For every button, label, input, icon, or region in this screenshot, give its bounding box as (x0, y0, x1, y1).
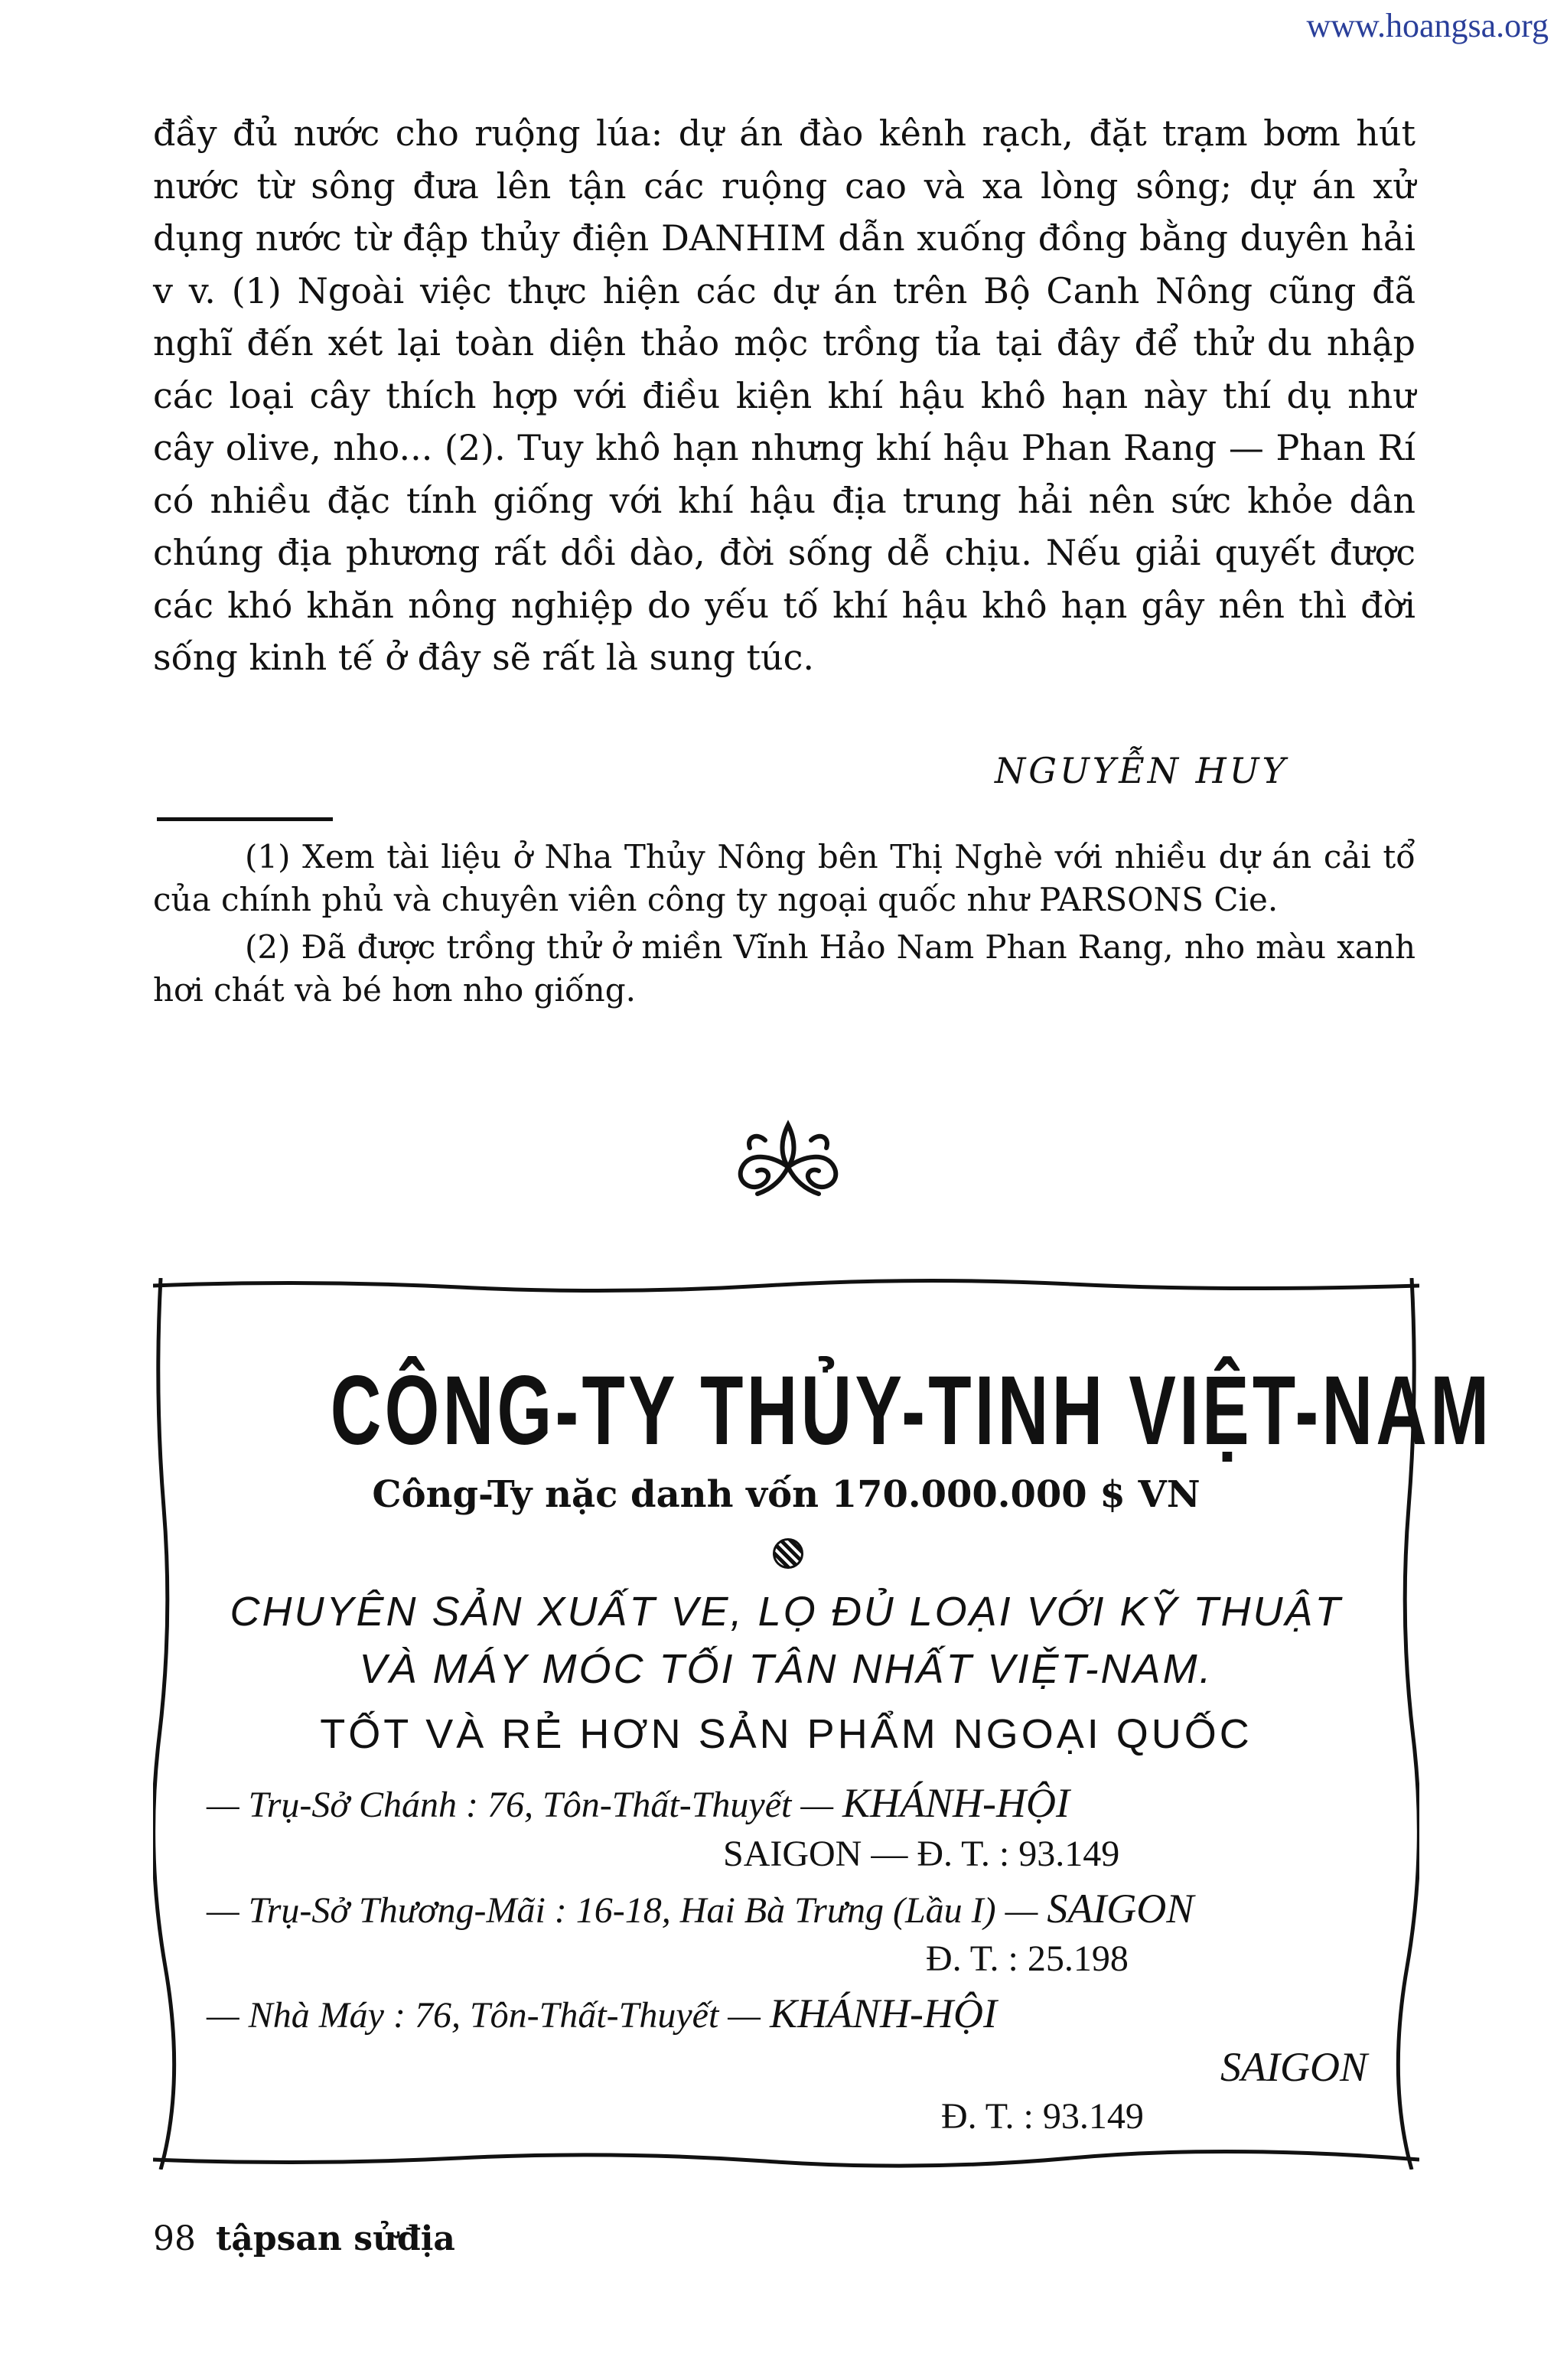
ad-factory-phone: Đ. T. : 93.149 (941, 2096, 1144, 2137)
footnote-1: (1) Xem tài liệu ở Nha Thủy Nông bên Thị Nghè với nhiều dự án cải tổ của chính phủ và chuyên viên công ty ngoại quốc như PARSONS Cie. (153, 838, 1416, 918)
ad-factory-city: SAIGON (1220, 2044, 1367, 2090)
advertisement-box (153, 1278, 1493, 2170)
ad-capital-line: Công-Ty nặc danh vốn 170.000.000 $ VN (372, 1473, 1200, 1516)
footnote-2: (2) Đã được trồng thử ở miền Vĩnh Hảo Nam Phan Rang, nho màu xanh hơi chát và bé hơn nho giống. (153, 928, 1416, 1009)
ad-bullet-icon (773, 1538, 803, 1569)
ad-company-title: CÔNG-TY THỦY-TINH VIỆT-NAM (330, 1356, 1493, 1465)
ad-commercial-address: — Trụ-Sở Thương-Mãi : 16-18, Hai Bà Trưng (Lầu I) — SAIGON (207, 1886, 1194, 1932)
article-body (153, 107, 1416, 684)
ad-headquarters-phone: SAIGON — Đ. T. : 93.149 (723, 1834, 1120, 1874)
ad-slogan: TỐT VÀ RẺ HƠN SẢN PHẨM NGOẠI QUỐC (320, 1711, 1253, 1757)
ad-specialty-line-2: VÀ MÁY MÓC TỐI TÂN NHẤT VIỆT-NAM. (359, 1646, 1214, 1692)
article-paragraph: đầy đủ nước cho ruộng lúa: dự án đào kênh rạch, đặt trạm bơm hút nước từ sông đưa lên tận các ruộng cao và xa lòng sông; dự án xử dụng nước từ đập thủy điện DANHIM dẫn xuống đồng bằng duyên hải v v. (1) Ngoài việc thực hiện các dự án trên Bộ Canh Nông cũng đã nghĩ đến xét lại toàn diện thảo mộc trồng tỉa tại đây để thử du nhập các loại cây thích hợp với điều kiện khí hậu khô hạn này thí dụ như cây olive, nho... (2). Tuy khô hạn nhưng khí hậu Phan Rang — Phan Rí có nhiều đặc tính giống với khí hậu địa trung hải nên sức khỏe dân chúng địa phương rất dồi dào, đời sống dễ chịu. Nếu giải quyết được các khó khăn nông nghiệp do yếu tố khí hậu khô hạn gây nên thì đời sống kinh tế ở đây sẽ rất là sung túc. (153, 112, 1416, 678)
ad-factory-address: — Nhà Máy : 76, Tôn-Thất-Thuyết — KHÁNH-HỘI (207, 1990, 997, 2036)
ad-commercial-phone: Đ. T. : 25.198 (926, 1938, 1129, 1979)
page-footer (153, 2219, 455, 2258)
page-number: 98 (153, 2219, 196, 2258)
author-signature: NGUYỄN HUY (995, 750, 1288, 791)
decorative-ornament-icon (712, 1110, 865, 1209)
ad-specialty-line-1: CHUYÊN SẢN XUẤT VE, LỌ ĐỦ LOẠI VỚI KỸ THUẬT (230, 1589, 1343, 1635)
ad-headquarters-address: — Trụ-Sở Chánh : 76, Tôn-Thất-Thuyết — KHÁNH-HỘI (207, 1780, 1070, 1826)
footnote-divider (157, 817, 333, 821)
footnotes (153, 836, 1416, 1016)
watermark-url[interactable]: www.hoangsa.org (1306, 7, 1549, 44)
magazine-name: tậpsan sửđịa (216, 2219, 455, 2258)
